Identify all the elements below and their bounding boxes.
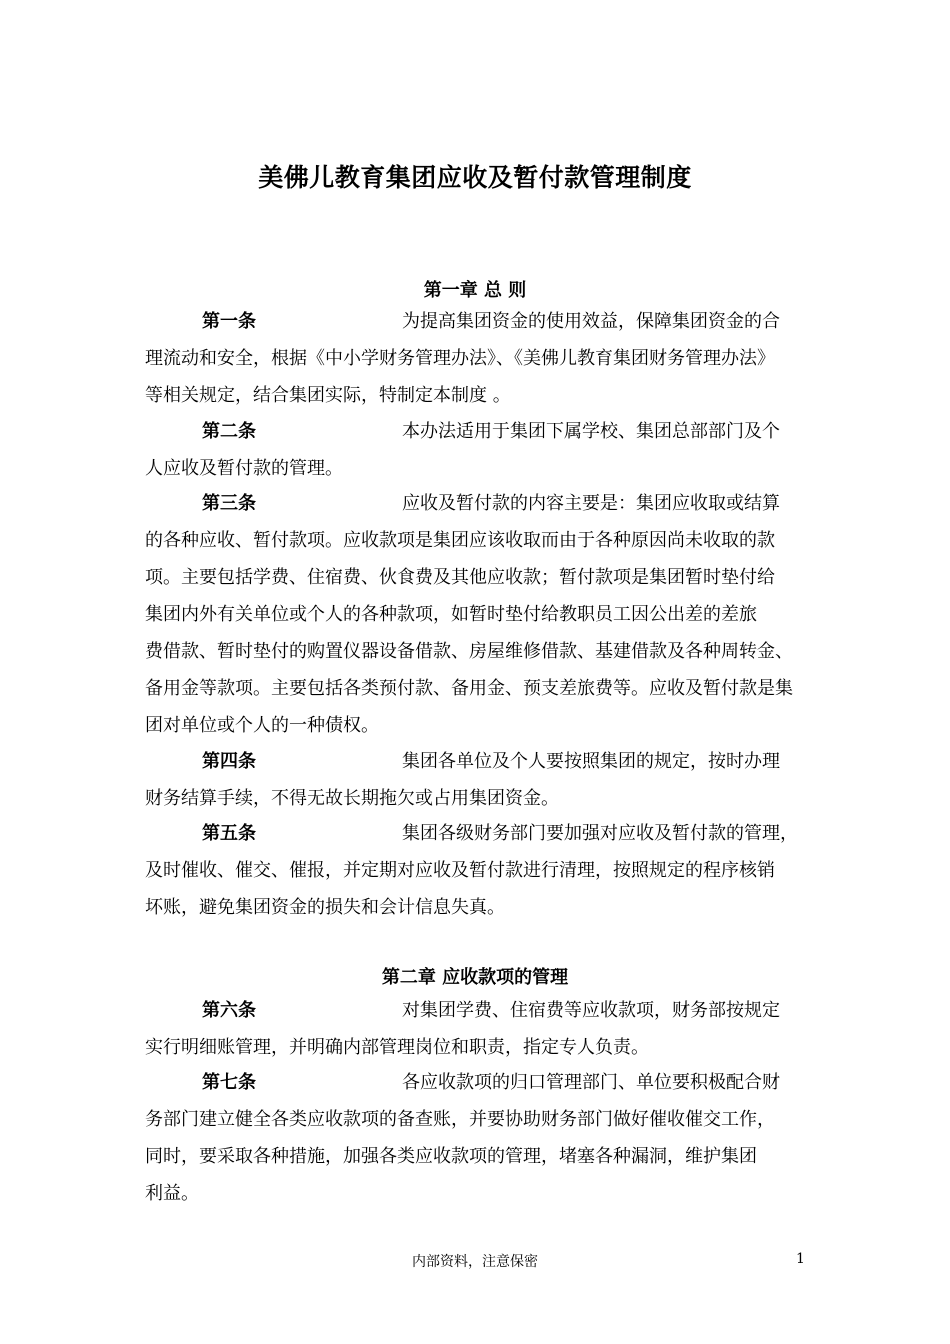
article-text: 集团各单位及个人要按照集团的规定，按时办理: [402, 751, 780, 772]
article-text: 人应收及暂付款的管理。: [145, 458, 343, 479]
article-text: 各应收款项的归口管理部门、单位要积极配合财: [402, 1072, 780, 1093]
article-number: 第三条: [202, 493, 256, 514]
article-text: 项。主要包括学费、住宿费、伙食费及其他应收款；暂付款项是集团暂时垫付给: [145, 567, 775, 588]
article-number: 第二条: [202, 421, 256, 442]
article-number: 第六条: [202, 1000, 256, 1021]
article-7: [145, 1064, 810, 1212]
chapter-heading: 第一章 总 则: [423, 280, 527, 301]
chapter-heading: 第二章 应收款项的管理: [381, 967, 569, 988]
article-3: [145, 485, 810, 744]
article-text: 利益。: [145, 1183, 199, 1204]
article-2: [145, 413, 810, 487]
footer-confidential-note: 内部资料，注意保密: [412, 1254, 538, 1270]
page-number: 1: [796, 1251, 805, 1267]
article-number: 第七条: [202, 1072, 256, 1093]
article-text: 同时，要采取各种措施，加强各类应收款项的管理，堵塞各种漏洞，维护集团: [145, 1146, 757, 1167]
article-text: 备用金等款项。主要包括各类预付款、备用金、预支差旅费等。应收及暂付款是集: [145, 678, 793, 699]
article-1: [145, 303, 810, 414]
article-text: 本办法适用于集团下属学校、集团总部部门及个: [402, 421, 780, 442]
document-title: 美佛儿教育集团应收及暂付款管理制度: [258, 163, 692, 192]
article-6: [145, 992, 810, 1066]
article-number: 第四条: [202, 751, 256, 772]
article-text: 应收及暂付款的内容主要是：集团应收取或结算: [402, 493, 780, 514]
article-text: 理流动和安全，根据《中小学财务管理办法》、《美佛儿教育集团财务管理办法》: [145, 348, 775, 369]
article-text: 坏账，避免集团资金的损失和会计信息失真。: [145, 897, 505, 918]
article-text: 的各种应收、暂付款项。应收款项是集团应该收取而由于各种原因尚未收取的款: [145, 530, 775, 551]
article-text: 费借款、暂时垫付的购置仪器设备借款、房屋维修借款、基建借款及各种周转金、: [145, 641, 793, 662]
article-text: 集团各级财务部门要加强对应收及暂付款的管理，: [402, 823, 798, 844]
article-text: 务部门建立健全各类应收款项的备查账，并要协助财务部门做好催收催交工作，: [145, 1109, 775, 1130]
article-text: 实行明细账管理，并明确内部管理岗位和职责，指定专人负责。: [145, 1037, 649, 1058]
article-4: [145, 743, 810, 817]
article-text: 集团内外有关单位或个人的各种款项，如暂时垫付给教职员工因公出差的差旅: [145, 604, 757, 625]
article-number: 第五条: [202, 823, 256, 844]
article-text: 对集团学费、住宿费等应收款项，财务部按规定: [402, 1000, 780, 1021]
article-text: 及时催收、催交、催报，并定期对应收及暂付款进行清理，按照规定的程序核销: [145, 860, 775, 881]
article-text: 财务结算手续，不得无故长期拖欠或占用集团资金。: [145, 788, 559, 809]
article-5: [145, 815, 810, 926]
article-text: 等相关规定，结合集团实际，特制定本制度 。: [145, 385, 511, 406]
article-text: 团对单位或个人的一种债权。: [145, 715, 379, 736]
article-text: 为提高集团资金的使用效益，保障集团资金的合: [402, 311, 780, 332]
article-number: 第一条: [202, 311, 256, 332]
